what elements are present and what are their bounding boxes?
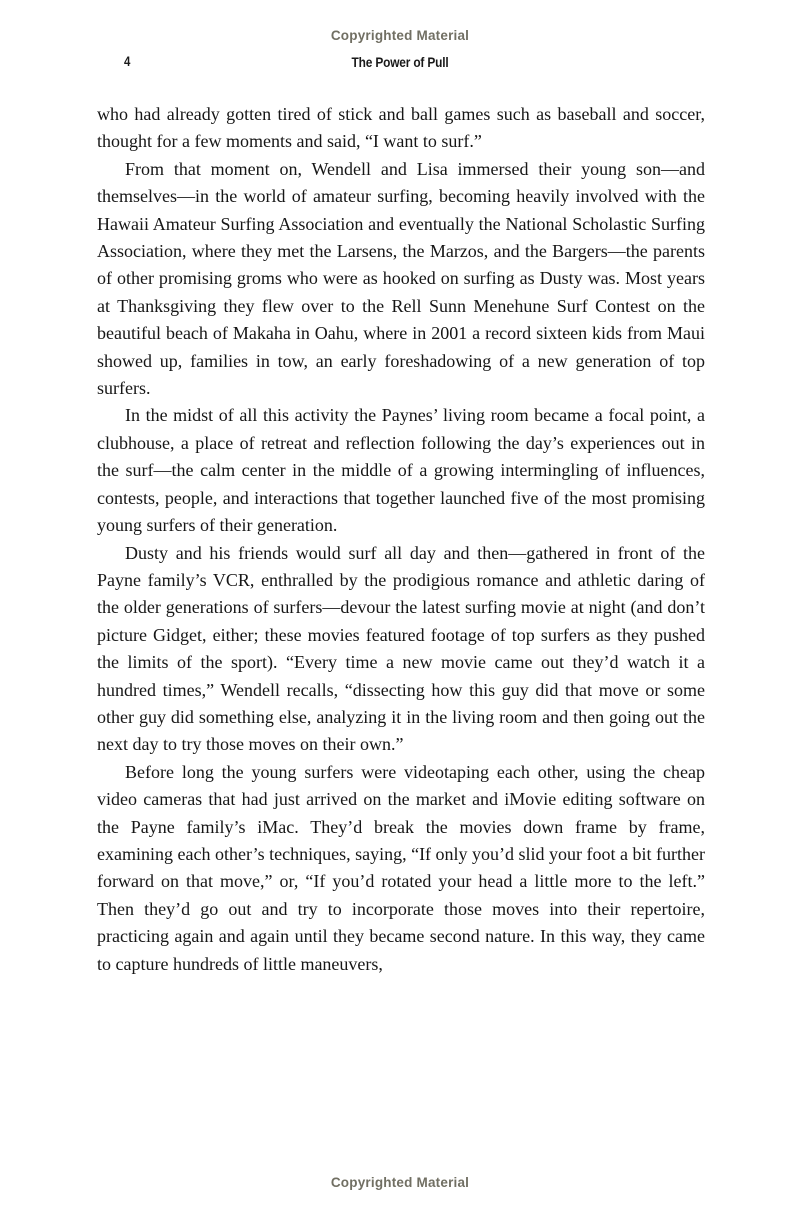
paragraph-1: who had already gotten tired of stick and ball games such as baseball and soccer, thought for a few moments and said, “I want to surf.” [97,104,705,152]
running-title [0,54,800,70]
paragraph-3: In the midst of all this activity the Paynes’ living room became a focal point, a clubhouse, a place of retreat and reflection following the day’s experiences out in the surf—the calm center in the middle of a growing intermingling of influences, contests, people, and interactions that together launched five of the most promising young surfers of their generation. [97,405,705,536]
page-number: 4 [124,54,131,69]
paragraph-4: Dusty and his friends would surf all day and then—gathered in front of the Payne family’s VCR, enthralled by the prodigious romance and athletic daring of the older generations of surfers—devour the latest surfing movie at night (and don’t picture Gidget, either; these movies featured footage of top surfers as they pushed the limits of the sport). “Every time a new movie came out they’d watch it a hundred times,” Wendell recalls, “dissecting how this guy did that move or some other guy did something else, analyzing it in the living room and then going out the next day to try those moves on their own.” [97,542,705,755]
copyright-notice-bottom: Copyrighted Material [330,1175,470,1190]
running-head [0,54,800,72]
paragraph-2: From that moment on, Wendell and Lisa immersed their young son—and themselves—in the world of amateur surfing, becoming heavily involved with the Hawaii Amateur Surfing Association and eventually the National Scholastic Surfing Association, where they met the Larsens, the Marzos, and the Bargers—the parents of other promising groms who were as hooked on surfing as Dusty was. Most years at Thanksgiving they flew over to the Rell Sunn Menehune Surf Contest on the beautiful beach of Makaha in Oahu, where in 2001 a record sixteen kids from Maui showed up, families in tow, an early foreshadowing of a new generation of top surfers. [97,158,705,399]
body-text [97,101,705,978]
copyright-notice-top: Copyrighted Material [330,28,470,43]
paragraph-5: Before long the young surfers were videotaping each other, using the cheap video cameras that had just arrived on the market and iMovie editing software on the Payne family’s iMac. They’d break the movies down frame by frame, examining each other’s techniques, saying, “If only you’d slid your foot a bit further forward on that move,” or, “If you’d rotated your head a little more to the left.” Then they’d go out and try to incorporate those moves into their repertoire, practicing again and again until they became second nature. In this way, they came to capture hundreds of little maneuvers, [97,761,706,974]
running-title-text: The Power of Pull [351,54,449,70]
